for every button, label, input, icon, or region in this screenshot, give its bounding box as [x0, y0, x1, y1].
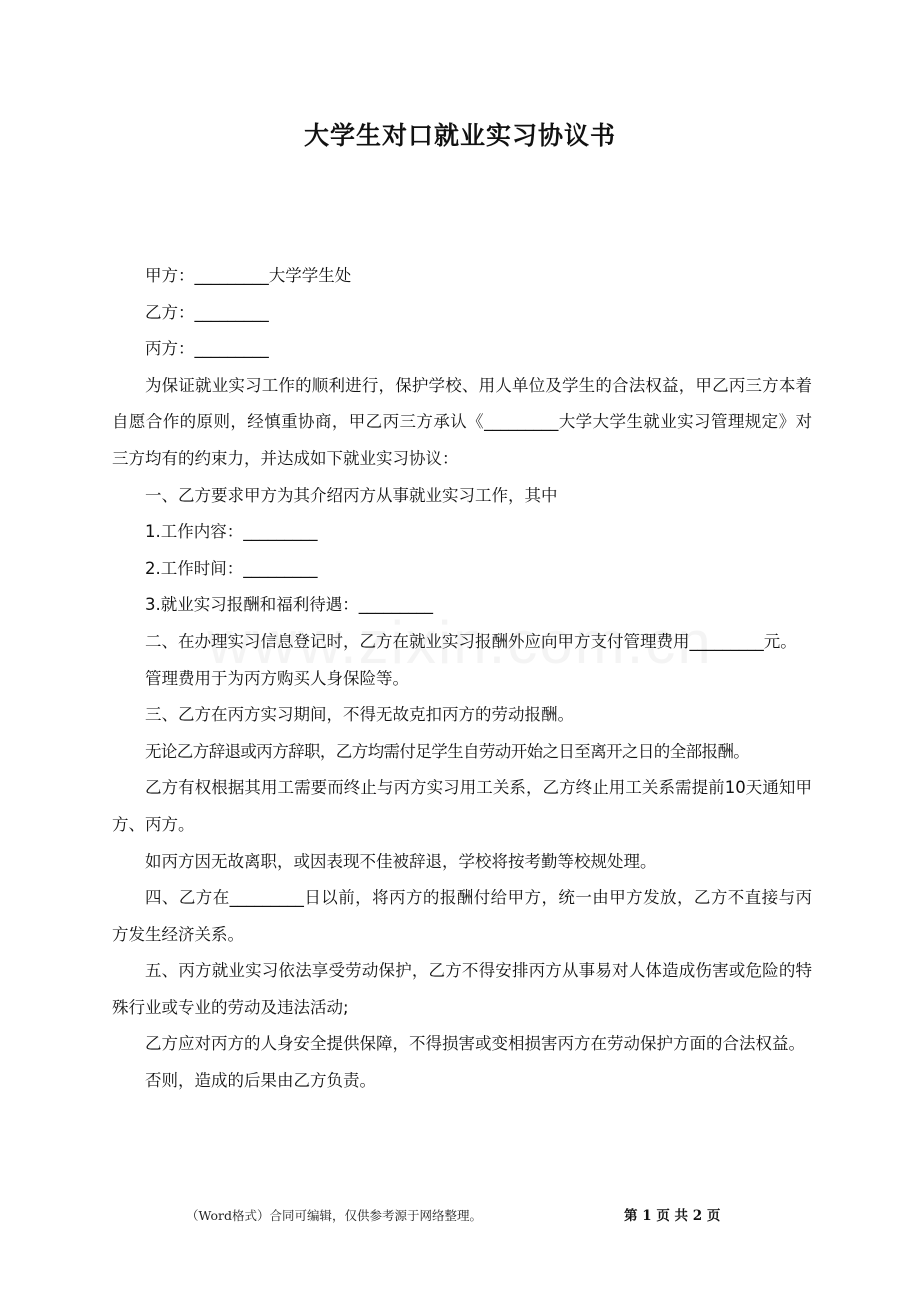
clause-5-paragraph-3: 否则，造成的后果由乙方负责。: [145, 1071, 376, 1091]
clause-5-paragraph-2: 乙方应对丙方的人身安全提供保障，不得损害或变相损害丙方在劳动保护方面的合法权益。: [145, 1034, 805, 1054]
clause-3-paragraph-3: 如丙方因无故离职，或因表现不佳被辞退，学校将按考勤等校规处理。: [145, 851, 657, 871]
clause-1-item-1: 1.工作内容：_________: [145, 522, 318, 542]
clause-5-paragraph: 五、丙方就业实习依法享受劳动保护，乙方不得安排丙方从事易对人体造成伤害或危险的特殊行业或专业的劳动及违法活动;: [112, 961, 812, 1017]
document-title: 大学生对口就业实习协议书: [303, 121, 616, 150]
clause-1-heading: 一、乙方要求甲方为其介绍丙方从事就业实习工作，其中: [145, 485, 558, 505]
document-body: [112, 258, 812, 1100]
page-label-prefix: 第: [624, 1208, 638, 1224]
page-label-suffix: 页: [706, 1208, 721, 1224]
party-c-line: 丙方：_________: [145, 339, 269, 359]
party-a-line: 甲方：_________大学学生处: [145, 266, 352, 285]
clause-1-item-3: 3.就业实习报酬和福利待遇：_________: [145, 595, 433, 615]
party-b-line: 乙方：_________: [145, 302, 269, 322]
preamble-paragraph: 为保证就业实习工作的顺利进行，保护学校、用人单位及学生的合法权益，甲乙丙三方本着自愿合作的原则，经慎重协商，甲乙丙三方承认《_________大学大学生就业实习管理规定》对三方均有的约束力，并达成如下就业实习协议：: [112, 375, 812, 468]
clause-3-heading: 三、乙方在丙方实习期间，不得无故克扣丙方的劳动报酬。: [145, 705, 574, 725]
current-page-number: 1: [642, 1208, 652, 1224]
clause-3-paragraph-1: 无论乙方辞退或丙方辞职，乙方均需付足学生自劳动开始之日至离开之日的全部报酬。: [145, 741, 750, 761]
clause-2-note: 管理费用于为丙方购买人身保险等。: [145, 668, 409, 688]
page-indicator: [624, 1204, 720, 1224]
clause-2-paragraph: 二、在办理实习信息登记时，乙方在就业实习报酬外应向甲方支付管理费用_________元。: [145, 631, 797, 651]
page-label-mid: 页 共: [656, 1208, 689, 1224]
clause-4-paragraph: 四、乙方在_________日以前，将丙方的报酬付给甲方，统一由甲方发放，乙方不直接与丙方发生经济关系。: [112, 888, 812, 944]
clause-1-item-2: 2.工作时间：_________: [145, 558, 318, 578]
clause-3-paragraph-2: 乙方有权根据其用工需要而终止与丙方实习用工关系，乙方终止用工关系需提前10天通知甲方、丙方。: [112, 778, 812, 834]
footer-note: （Word格式）合同可编辑，仅供参考源于网络整理。: [186, 1208, 483, 1223]
total-page-number: 2: [692, 1208, 703, 1224]
